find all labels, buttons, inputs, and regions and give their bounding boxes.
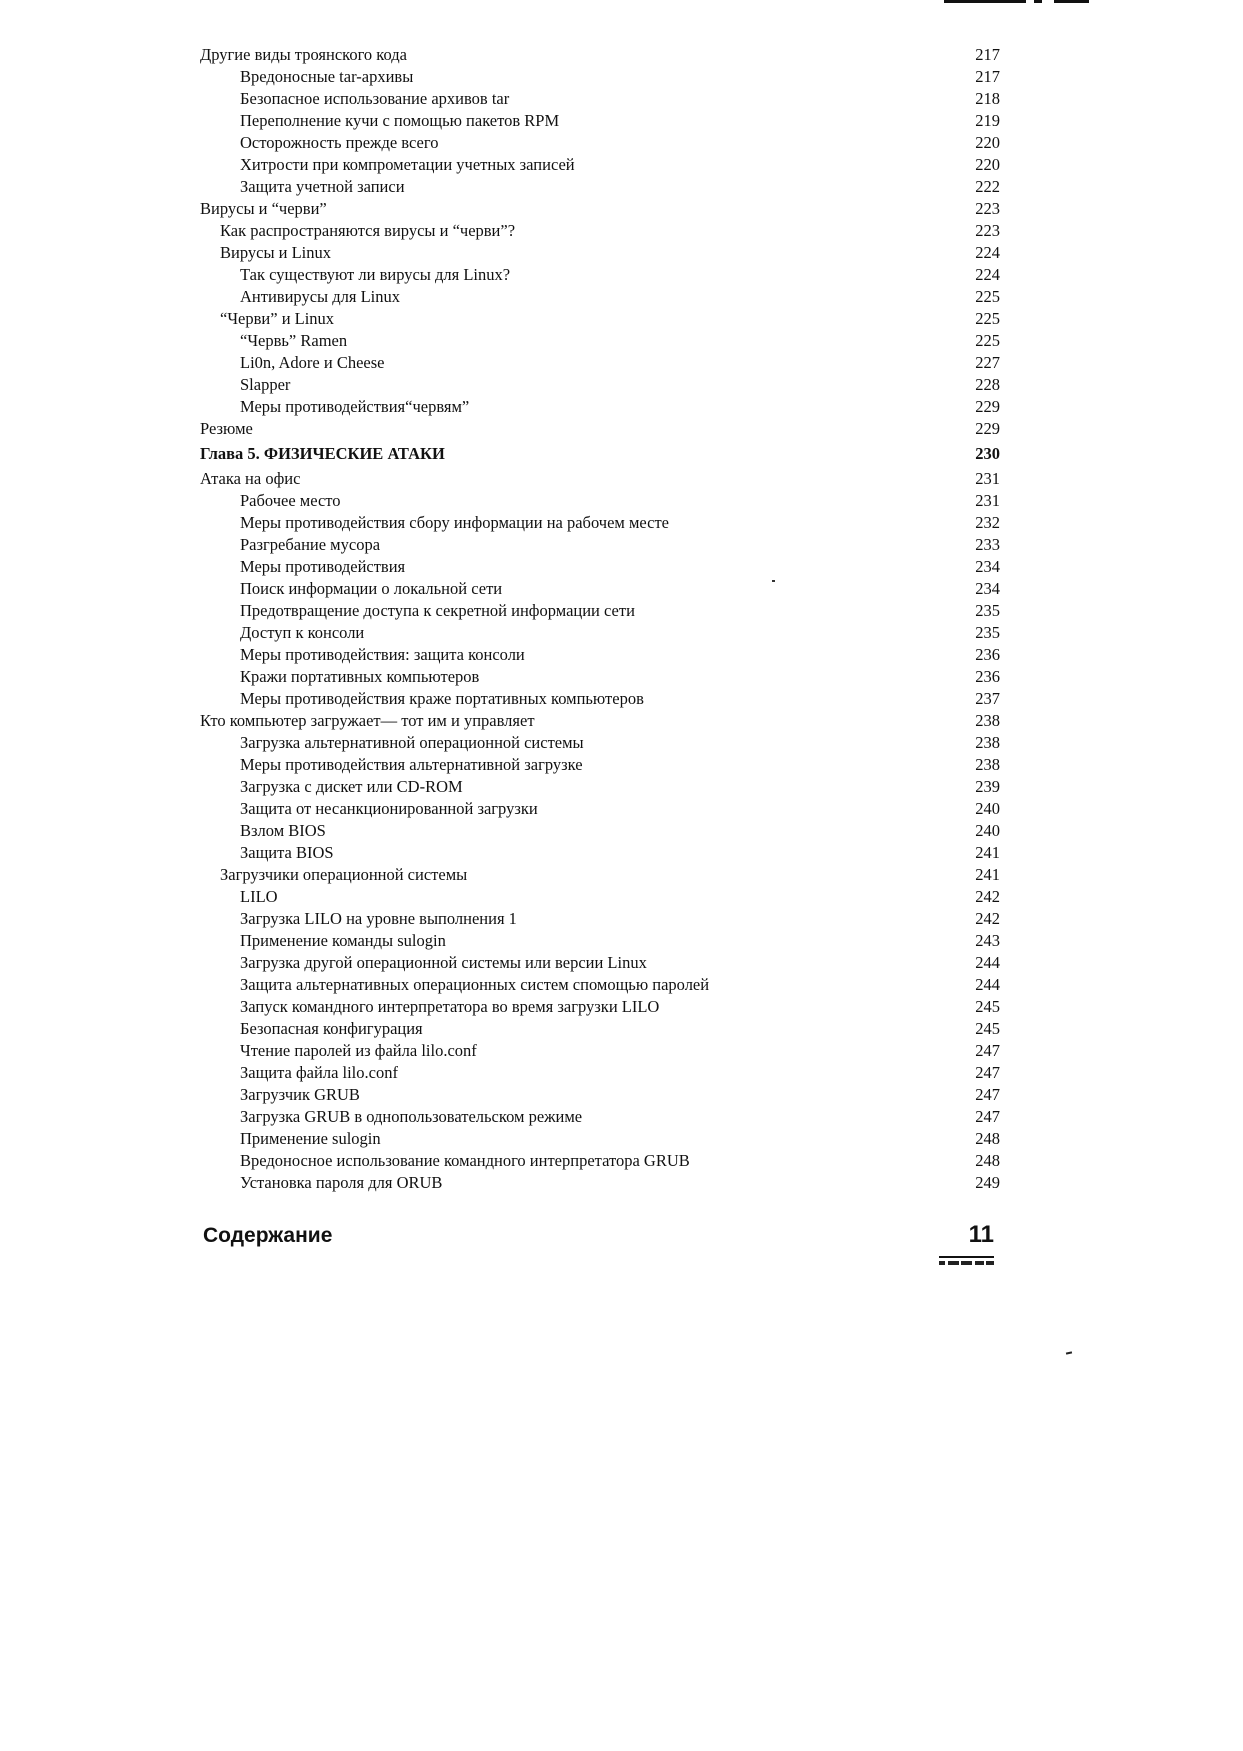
toc-entry	[200, 1084, 1000, 1106]
toc-entry-page: 230	[975, 444, 1000, 463]
toc-entry-title: Хитрости при компрометации учетных записей	[240, 155, 575, 174]
toc-entry-title: Атака на офис	[200, 469, 301, 488]
toc-entry-title: Так существуют ли вирусы для Linux?	[240, 265, 511, 284]
table-of-contents	[200, 44, 1000, 1194]
toc-entry-page: 225	[975, 331, 1000, 350]
toc-entry-title: Кто компьютер загружает— тот им и управляет	[200, 711, 535, 730]
toc-entry	[200, 1106, 1000, 1128]
toc-entry	[200, 578, 1000, 600]
toc-entry-title: Безопасная конфигурация	[240, 1019, 423, 1038]
toc-entry-page: 225	[975, 309, 1000, 328]
toc-entry	[200, 88, 1000, 110]
toc-entry-page: 244	[975, 953, 1000, 972]
toc-entry-title: LILO	[240, 887, 278, 906]
toc-entry-title: Установка пароля для ORUB	[240, 1173, 443, 1192]
toc-entry	[200, 512, 1000, 534]
running-footer-title: Содержание	[203, 1224, 333, 1247]
toc-entry	[200, 242, 1000, 264]
toc-entry-page: 247	[975, 1041, 1000, 1060]
toc-entry-page: 238	[975, 733, 1000, 752]
toc-entry-page: 220	[975, 133, 1000, 152]
toc-entry	[200, 44, 1000, 66]
toc-entry	[200, 886, 1000, 908]
toc-entry	[200, 286, 1000, 308]
toc-entry-title: Меры противодействия альтернативной загрузке	[240, 755, 583, 774]
toc-entry-page: 247	[975, 1063, 1000, 1082]
toc-entry-page: 247	[975, 1107, 1000, 1126]
toc-entry	[200, 110, 1000, 132]
toc-entry	[200, 396, 1000, 418]
toc-entry-title: Глава 5. ФИЗИЧЕСКИЕ АТАКИ	[200, 444, 445, 463]
toc-entry-page: 218	[975, 89, 1000, 108]
toc-entry-page: 248	[975, 1151, 1000, 1170]
toc-entry	[200, 1128, 1000, 1150]
toc-entry-page: 231	[975, 469, 1000, 488]
toc-entry	[200, 490, 1000, 512]
toc-entry	[200, 842, 1000, 864]
toc-entry	[200, 688, 1000, 710]
toc-entry-page: 241	[975, 843, 1000, 862]
toc-entry-page: 225	[975, 287, 1000, 306]
toc-entry	[200, 644, 1000, 666]
toc-entry-page: 224	[975, 265, 1000, 284]
toc-entry-page: 236	[975, 667, 1000, 686]
toc-entry	[200, 220, 1000, 242]
toc-entry	[200, 622, 1000, 644]
toc-entry-title: Предотвращение доступа к секретной информации сети	[240, 601, 635, 620]
toc-entry	[200, 666, 1000, 688]
toc-entry	[200, 732, 1000, 754]
toc-entry	[200, 1018, 1000, 1040]
toc-entry-title: Применение sulogin	[240, 1129, 381, 1148]
toc-entry	[200, 468, 1000, 490]
toc-entry-title: Антивирусы для Linux	[240, 287, 400, 306]
toc-entry	[200, 600, 1000, 622]
toc-entry	[200, 418, 1000, 440]
toc-entry-page: 249	[975, 1173, 1000, 1192]
toc-entry	[200, 374, 1000, 396]
toc-entry	[200, 66, 1000, 88]
toc-entry-page: 245	[975, 997, 1000, 1016]
toc-entry-page: 223	[975, 199, 1000, 218]
toc-entry-page: 229	[975, 419, 1000, 438]
toc-entry	[200, 556, 1000, 578]
toc-entry	[200, 264, 1000, 286]
toc-entry-title: Загрузчики операционной системы	[220, 865, 468, 884]
toc-entry-page: 219	[975, 111, 1000, 130]
toc-entry	[200, 996, 1000, 1018]
toc-entry	[200, 1062, 1000, 1084]
toc-entry-title: “Черви” и Linux	[220, 309, 335, 328]
toc-entry-title: Рабочее место	[240, 491, 341, 510]
toc-entry-page: 241	[975, 865, 1000, 884]
top-mark	[944, 0, 1026, 3]
scan-speck	[772, 580, 775, 582]
toc-entry	[200, 352, 1000, 374]
toc-entry	[200, 974, 1000, 996]
toc-entry	[200, 952, 1000, 974]
toc-entry-page: 220	[975, 155, 1000, 174]
toc-chapter-heading	[200, 440, 1000, 470]
toc-entry-title: Меры противодействия“червям”	[240, 397, 470, 416]
footer-ornament	[939, 1256, 994, 1266]
toc-entry-title: Кражи портативных компьютеров	[240, 667, 480, 686]
toc-entry-title: Применение команды sulogin	[240, 931, 446, 950]
toc-entry-page: 235	[975, 623, 1000, 642]
toc-entry-title: Загрузка альтернативной операционной системы	[240, 733, 584, 752]
toc-entry-page: 240	[975, 821, 1000, 840]
toc-entry-title: Резюме	[200, 419, 253, 438]
toc-entry	[200, 1150, 1000, 1172]
toc-entry-title: Защита от несанкционированной загрузки	[240, 799, 538, 818]
toc-entry	[200, 198, 1000, 220]
toc-entry-page: 236	[975, 645, 1000, 664]
toc-entry-page: 240	[975, 799, 1000, 818]
toc-entry-title: Другие виды троянского кода	[200, 45, 407, 64]
toc-entry-title: Как распространяются вирусы и “черви”?	[220, 221, 516, 240]
toc-entry-page: 232	[975, 513, 1000, 532]
toc-entry-page: 243	[975, 931, 1000, 950]
toc-entry	[200, 308, 1000, 330]
toc-entry-page: 224	[975, 243, 1000, 262]
toc-entry	[200, 754, 1000, 776]
toc-entry-page: 217	[975, 67, 1000, 86]
toc-entry-title: Доступ к консоли	[240, 623, 365, 642]
toc-entry-title: Вирусы и “черви”	[200, 199, 327, 218]
toc-entry-title: Меры противодействия	[240, 557, 406, 576]
toc-entry-title: Загрузка другой операционной системы или версии Linux	[240, 953, 647, 972]
toc-entry-title: Меры противодействия: защита консоли	[240, 645, 525, 664]
toc-entry-page: 231	[975, 491, 1000, 510]
toc-entry-title: Меры противодействия краже портативных компьютеров	[240, 689, 644, 708]
toc-entry-title: Загрузка LILO на уровне выполнения 1	[240, 909, 517, 928]
toc-entry-page: 223	[975, 221, 1000, 240]
toc-entry	[200, 132, 1000, 154]
toc-entry	[200, 176, 1000, 198]
toc-entry-page: 245	[975, 1019, 1000, 1038]
toc-entry-title: Загрузчик GRUB	[240, 1085, 360, 1104]
toc-entry-page: 217	[975, 45, 1000, 64]
toc-entry-page: 234	[975, 579, 1000, 598]
toc-entry-page: 222	[975, 177, 1000, 196]
toc-entry-page: 228	[975, 375, 1000, 394]
toc-entry	[200, 1172, 1000, 1194]
toc-entry-page: 242	[975, 887, 1000, 906]
toc-entry	[200, 908, 1000, 930]
top-mark	[1034, 0, 1042, 3]
top-edge-marks	[944, 0, 1089, 4]
toc-entry-title: Взлом BIOS	[240, 821, 326, 840]
toc-entry-title: Вирусы и Linux	[220, 243, 332, 262]
toc-entry-page: 229	[975, 397, 1000, 416]
toc-entry-title: Slapper	[240, 375, 291, 394]
toc-entry-page: 238	[975, 755, 1000, 774]
toc-entry	[200, 776, 1000, 798]
toc-entry-title: Переполнение кучи с помощью пакетов RPM	[240, 111, 560, 130]
toc-entry-title: Загрузка GRUB в однопользовательском режиме	[240, 1107, 583, 1126]
toc-entry	[200, 930, 1000, 952]
toc-entry-page: 248	[975, 1129, 1000, 1148]
toc-entry-title: Вредоносные tar-архивы	[240, 67, 414, 86]
scan-speck	[1066, 1351, 1072, 1354]
toc-entry-title: Безопасное использование архивов tar	[240, 89, 510, 108]
toc-entry	[200, 154, 1000, 176]
toc-entry	[200, 534, 1000, 556]
toc-entry-title: “Червь” Ramen	[240, 331, 348, 350]
toc-entry-title: Разгребание мусора	[240, 535, 381, 554]
top-mark	[1054, 0, 1089, 3]
toc-entry-page: 238	[975, 711, 1000, 730]
toc-entry-title: Li0n, Adore и Cheese	[240, 353, 385, 372]
toc-entry-page: 242	[975, 909, 1000, 928]
toc-entry-title: Меры противодействия сбору информации на рабочем месте	[240, 513, 669, 532]
toc-entry	[200, 864, 1000, 886]
toc-entry-page: 235	[975, 601, 1000, 620]
toc-entry-page: 233	[975, 535, 1000, 554]
toc-entry-title: Защита BIOS	[240, 843, 334, 862]
toc-entry-page: 234	[975, 557, 1000, 576]
toc-entry-title: Запуск командного интерпретатора во время загрузки LILO	[240, 997, 660, 1016]
toc-entry-title: Защита учетной записи	[240, 177, 405, 196]
toc-entry-title: Защита файла lilo.conf	[240, 1063, 398, 1082]
toc-entry-page: 227	[975, 353, 1000, 372]
toc-entry-title: Защита альтернативных операционных систем спомощью паролей	[240, 975, 710, 994]
page-number: 11	[968, 1221, 994, 1248]
toc-entry	[200, 1040, 1000, 1062]
toc-entry	[200, 330, 1000, 352]
toc-entry-title: Чтение паролей из файла lilo.conf	[240, 1041, 477, 1060]
toc-entry-page: 247	[975, 1085, 1000, 1104]
toc-entry	[200, 798, 1000, 820]
toc-entry-page: 239	[975, 777, 1000, 796]
toc-entry-title: Осторожность прежде всего	[240, 133, 439, 152]
toc-entry	[200, 710, 1000, 732]
toc-entry-title: Загрузка с дискет или CD-ROM	[240, 777, 463, 796]
toc-entry-page: 244	[975, 975, 1000, 994]
toc-entry-page: 237	[975, 689, 1000, 708]
toc-entry	[200, 820, 1000, 842]
toc-entry-title: Вредоносное использование командного интерпретатора GRUB	[240, 1151, 690, 1170]
toc-entry-title: Поиск информации о локальной сети	[240, 579, 503, 598]
